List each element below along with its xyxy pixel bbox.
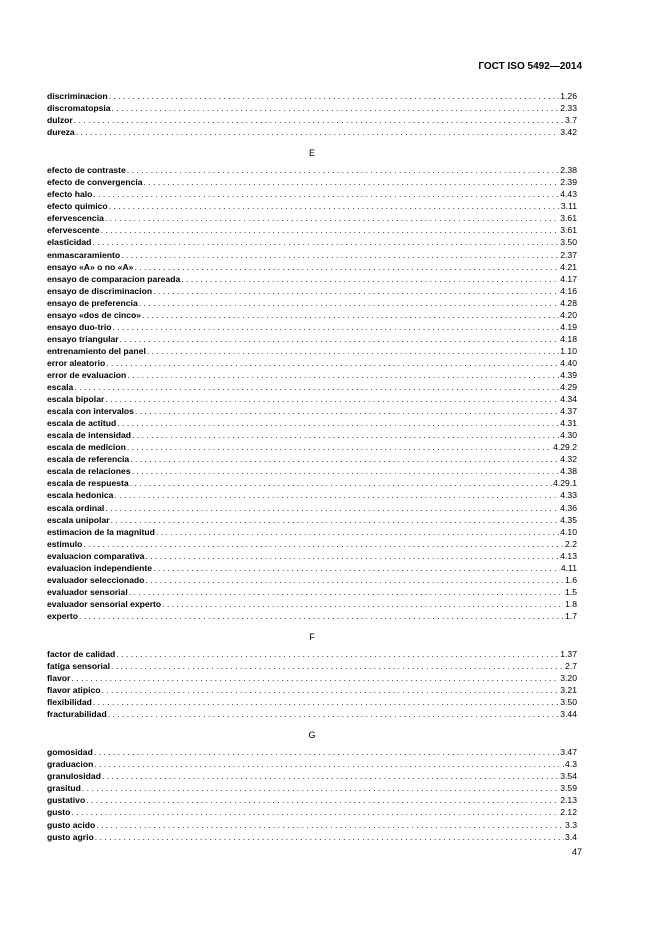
index-entry [47, 393, 577, 405]
index-entry [47, 831, 577, 843]
index-reference: 4.10 [560, 526, 577, 537]
index-entry [47, 514, 577, 526]
index-term: graduacion [47, 759, 94, 770]
index-entry [47, 90, 577, 102]
index-term: efecto de convergencia [47, 177, 143, 188]
index-entry [47, 770, 577, 782]
dot-leader [127, 441, 552, 453]
index-entry [47, 126, 577, 138]
index-term: flexibilidad [47, 697, 92, 708]
index-reference: 1.26 [560, 91, 577, 101]
index-term: discriminacion [47, 91, 108, 101]
index-reference: 4.43 [560, 189, 577, 200]
index-reference: 3.11 [560, 201, 577, 212]
index-term: escala de medicion [47, 442, 126, 453]
index-entry [47, 212, 577, 224]
index-entry [47, 285, 577, 297]
dot-leader [101, 224, 560, 236]
index-entry [47, 708, 577, 720]
index-reference: 4.33 [560, 490, 577, 501]
index-reference: 3.4 [565, 831, 577, 842]
index-entry [47, 672, 577, 684]
dot-leader [112, 102, 560, 114]
index-reference: 4.11 [560, 562, 577, 573]
dot-leader [114, 489, 559, 501]
index-entry [47, 261, 577, 273]
dot-leader [96, 819, 564, 831]
index-reference: 2.33 [560, 103, 577, 114]
dot-leader [109, 90, 560, 102]
dot-leader [101, 684, 559, 696]
index-reference: 4.20 [560, 309, 577, 320]
index-entry [47, 333, 577, 345]
index-letter-heading: E [308, 148, 315, 159]
dot-leader [105, 212, 559, 224]
page-number: 47 [571, 847, 582, 857]
dot-leader [120, 333, 560, 345]
index-entry [47, 321, 577, 333]
dot-leader [127, 369, 559, 381]
dot-leader [156, 526, 559, 538]
index-term: fatiga sensorial [47, 661, 111, 672]
index-reference: 4.17 [560, 273, 577, 284]
dot-leader [153, 562, 560, 574]
index-entry [47, 273, 577, 285]
index-term: discromatopsia [47, 103, 111, 114]
index-reference: 3.61 [560, 213, 577, 224]
index-entry [47, 477, 577, 489]
dot-leader [132, 429, 559, 441]
index-entry [47, 297, 577, 309]
index-term: escala unipolar [47, 514, 110, 525]
index-reference: 4.28 [560, 297, 577, 308]
index-reference: 1.37 [560, 648, 577, 659]
index-entry [47, 550, 577, 562]
index-term: evaluacion independiente [47, 562, 153, 573]
dot-leader [83, 538, 564, 550]
index-entry [47, 819, 577, 831]
index-term: ensayo «A» o no «A» [47, 261, 134, 272]
dot-leader [181, 273, 559, 285]
index-entry [47, 429, 577, 441]
index-entry [47, 176, 577, 188]
index-reference: 1.5 [565, 586, 577, 597]
index-reference: 4.35 [560, 514, 577, 525]
index-term: evaluacion comparativa [47, 550, 145, 561]
index-reference: 4.40 [560, 357, 577, 368]
index-entry [47, 369, 577, 381]
dot-leader [94, 758, 564, 770]
index-term: efecto quimico [47, 201, 108, 212]
index-term: gusto acido [47, 819, 96, 830]
dot-leader [130, 477, 552, 489]
index-reference: 4.36 [560, 502, 577, 513]
index-reference: 4.32 [560, 454, 577, 465]
index-term: error aleatorio [47, 357, 106, 368]
index-reference: 3.21 [560, 685, 577, 696]
dot-leader [117, 417, 559, 429]
index-reference: 4.13 [560, 550, 577, 561]
dot-leader [127, 164, 559, 176]
dot-leader [94, 746, 559, 758]
index-term: factor de calidad [47, 648, 116, 659]
dot-leader [92, 236, 559, 248]
index-entry [47, 794, 577, 806]
index-term: elasticidad [47, 237, 92, 248]
index-entry [47, 746, 577, 758]
index-entry [47, 598, 577, 610]
dot-leader [145, 550, 559, 562]
dot-leader [135, 405, 559, 417]
dot-leader [105, 393, 559, 405]
index-reference: 4.29 [560, 382, 577, 393]
index-term: efecto halo [47, 189, 93, 200]
index-reference: 4.3 [565, 759, 577, 770]
index-entry [47, 224, 577, 236]
index-reference: 4.34 [560, 394, 577, 405]
index-entry [47, 357, 577, 369]
index-term: ensayo de preferencia [47, 297, 138, 308]
index-reference: 3.59 [560, 783, 577, 794]
index-entry [47, 574, 577, 586]
index-term: escala con intervalos [47, 406, 134, 417]
index-entry [47, 489, 577, 501]
dot-leader [121, 249, 559, 261]
index-entry [47, 526, 577, 538]
index-term: granulosidad [47, 771, 101, 782]
dot-leader [153, 285, 559, 297]
dot-leader [109, 200, 560, 212]
index-reference: 2.39 [560, 177, 577, 188]
index-reference: 3.3 [565, 819, 577, 830]
dot-leader [102, 770, 559, 782]
index-reference: 4.18 [560, 333, 577, 344]
index-reference: 3.61 [560, 225, 577, 236]
dot-leader [93, 188, 559, 200]
dot-leader [74, 114, 564, 126]
index-entry [47, 381, 577, 393]
index-reference: 4.38 [560, 466, 577, 477]
index-term: efervescencia [47, 213, 104, 224]
index-letter-heading: G [308, 730, 316, 741]
index-term: escala de referencia [47, 454, 130, 465]
dot-leader [79, 610, 564, 622]
index-term: ensayo triangular [47, 333, 119, 344]
index-term: gusto agrio [47, 831, 94, 842]
index-reference: 2.37 [560, 249, 577, 260]
index-term: efecto de contraste [47, 165, 126, 176]
dot-leader [130, 453, 559, 465]
index-term: entrenamiento del panel [47, 345, 146, 356]
index-entry [47, 441, 577, 453]
index-reference: 1.10 [560, 345, 577, 356]
index-entry [47, 586, 577, 598]
index-reference: 1.8 [565, 598, 577, 609]
index-reference: 3.7 [565, 115, 577, 126]
index-entry [47, 453, 577, 465]
index-entry [47, 758, 577, 770]
index-entry [47, 164, 577, 176]
index-reference: 4.30 [560, 430, 577, 441]
index-term: grasitud [47, 783, 81, 794]
dot-leader [111, 514, 560, 526]
index-entry [47, 188, 577, 200]
dot-leader [105, 502, 559, 514]
index-reference: 3.20 [560, 673, 577, 684]
index-reference: 3.47 [560, 747, 577, 758]
index-entry [47, 114, 577, 126]
index-term: enmascaramiento [47, 249, 121, 260]
dot-leader [147, 345, 559, 357]
index-term: evaluador seleccionado [47, 574, 145, 585]
index-entry [47, 696, 577, 708]
index-reference: 4.39 [560, 369, 577, 380]
dot-leader [134, 261, 559, 273]
dot-leader [95, 831, 564, 843]
index-reference: 3.54 [560, 771, 577, 782]
index-term: error de evaluacion [47, 369, 127, 380]
dot-leader [76, 126, 560, 138]
index-entry [47, 782, 577, 794]
index-term: ensayo de comparacion pareada [47, 273, 181, 284]
index-reference: 4.37 [560, 406, 577, 417]
index-term: escala de respuesta [47, 478, 129, 489]
dot-leader [139, 297, 560, 309]
index-reference: 4.29.2 [553, 442, 577, 453]
index-term: escala hedonica [47, 490, 114, 501]
index-reference: 2.2 [565, 538, 577, 549]
index-term: estimulo [47, 538, 83, 549]
index-entry [47, 236, 577, 248]
dot-leader [82, 782, 559, 794]
index-term: evaluador sensorial [47, 586, 128, 597]
index-entry [47, 538, 577, 550]
index-entry [47, 405, 577, 417]
index-reference: 3.42 [560, 127, 577, 138]
dot-leader [93, 696, 559, 708]
index-entry [47, 200, 577, 212]
index-term: gustativo [47, 795, 86, 806]
index-entry [47, 684, 577, 696]
index-entry [47, 562, 577, 574]
index-term: dulzor [47, 115, 73, 126]
dot-leader [106, 357, 559, 369]
dot-leader [116, 648, 559, 660]
index-reference: 1.7 [565, 610, 577, 621]
index-term: flavor atipico [47, 685, 101, 696]
index-entry [47, 309, 577, 321]
index-term: evaluador sensorial experto [47, 598, 162, 609]
index-term: gusto [47, 807, 71, 818]
index-entry [47, 660, 577, 672]
dot-leader [112, 321, 559, 333]
document-designation: ГОСТ ISO 5492—2014 [478, 61, 582, 72]
index-term: ensayo «dos de cinco» [47, 309, 142, 320]
dot-leader [162, 598, 564, 610]
index-reference: 1.6 [565, 574, 577, 585]
index-reference: 2.38 [560, 165, 577, 176]
index-reference: 4.29.1 [553, 478, 577, 489]
index-entry [47, 465, 577, 477]
index-reference: 4.31 [560, 418, 577, 429]
dot-leader [132, 465, 560, 477]
dot-leader [108, 708, 560, 720]
index-term: escala ordinal [47, 502, 105, 513]
index-term: escala bipolar [47, 394, 105, 405]
index-term: flavor [47, 673, 71, 684]
index-term: fracturabilidad [47, 709, 107, 720]
index-term: ensayo de discriminacion [47, 285, 153, 296]
dot-leader [86, 794, 559, 806]
dot-leader [71, 806, 559, 818]
alphabetical-index [47, 90, 577, 843]
index-reference: 3.50 [560, 237, 577, 248]
dot-leader [111, 660, 564, 672]
index-reference: 2.7 [565, 661, 577, 672]
index-term: escala de actitud [47, 418, 117, 429]
index-entry [47, 102, 577, 114]
index-reference: 3.50 [560, 697, 577, 708]
dot-leader [144, 176, 560, 188]
dot-leader [145, 574, 564, 586]
index-entry [47, 610, 577, 622]
index-entry [47, 417, 577, 429]
index-term: experto [47, 610, 79, 621]
dot-leader [74, 381, 559, 393]
index-reference: 4.21 [560, 261, 577, 272]
index-letter-heading: F [309, 631, 315, 642]
index-term: ensayo duo-trio [47, 321, 112, 332]
index-entry [47, 345, 577, 357]
index-term: efervescente [47, 225, 100, 236]
index-reference: 3.44 [560, 709, 577, 720]
index-term: estimacion de la magnitud [47, 526, 155, 537]
dot-leader [129, 586, 564, 598]
dot-leader [142, 309, 559, 321]
index-term: escala de relaciones [47, 466, 131, 477]
index-entry [47, 806, 577, 818]
dot-leader [71, 672, 559, 684]
index-reference: 4.16 [560, 285, 577, 296]
index-entry [47, 502, 577, 514]
index-reference: 2.12 [560, 807, 577, 818]
index-entry [47, 249, 577, 261]
index-reference: 2.13 [560, 795, 577, 806]
index-term: escala de intensidad [47, 430, 132, 441]
index-term: escala [47, 382, 74, 393]
index-term: dureza [47, 127, 75, 138]
index-reference: 4.19 [560, 321, 577, 332]
index-entry [47, 648, 577, 660]
index-term: gomosidad [47, 747, 93, 758]
